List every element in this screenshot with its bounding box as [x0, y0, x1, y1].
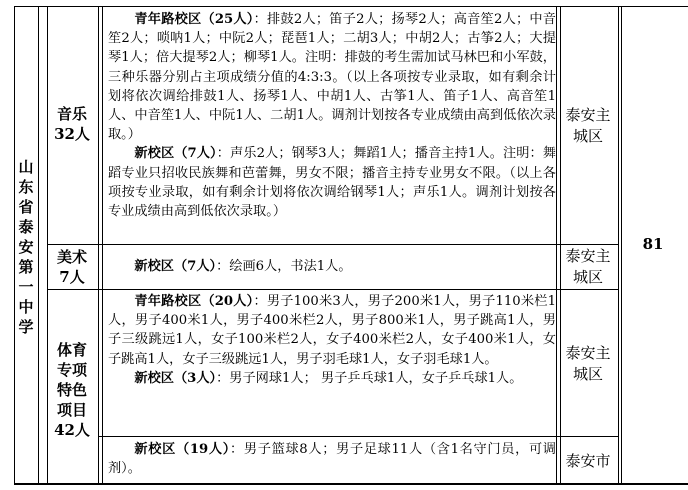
- sports-city-detail: [108, 440, 556, 478]
- category-art: 美术 7人: [56, 248, 87, 286]
- category-sports: 体育 专项 特色 项目 42人: [54, 341, 90, 439]
- detail-paragraph: [108, 10, 556, 144]
- campus-label: 青年路校区（20人）: [134, 294, 254, 309]
- location-sports: 泰安主 城区: [565, 344, 611, 383]
- detail-text: ：排鼓2人；笛子2人；扬琴2人；高音笙2人；中音笙2人；唢呐1人；中阮2人；琵琶1人；二胡3人；中胡2人；古筝2人；大提琴1人；倍大提琴2人；柳琴1人。注明：排鼓的考生需加试马林巴和小军鼓，三种乐器分别占主项成绩分值的4:3:3。（以上各项按专业录取，如有剩余计划将依次调给排鼓1人、扬琴1人、中胡1人、古筝1人、笛子1人、高音笙1人、中音笙1人、中阮1人、二胡1人。调剂计划按各专业成绩由高到低依次录取。）: [108, 12, 556, 143]
- detail-paragraph: [108, 292, 556, 369]
- column-divider: [38, 6, 39, 485]
- sports-detail: [108, 292, 556, 388]
- location-art: 泰安主 城区: [565, 247, 611, 286]
- row-divider: [47, 289, 618, 290]
- table-border-bottom: [14, 483, 688, 485]
- row-divider: [47, 244, 618, 245]
- location-sports-city: 泰安市: [565, 452, 611, 470]
- music-detail: [108, 10, 556, 221]
- detail-paragraph: [108, 440, 556, 478]
- detail-paragraph: [108, 257, 556, 276]
- campus-label: 青年路校区（25人）: [134, 12, 254, 27]
- campus-label: 新校区（7人）: [134, 146, 217, 162]
- category-music: 音乐 32人: [54, 105, 90, 143]
- school-code: 81: [642, 235, 664, 253]
- campus-label: 新校区（7人）: [134, 259, 217, 274]
- detail-paragraph: [108, 144, 556, 221]
- detail-paragraph: [108, 369, 556, 388]
- campus-label: 新校区（3人）: [134, 370, 217, 386]
- art-detail: [108, 257, 556, 276]
- column-divider: [98, 6, 99, 485]
- table-border-top: [14, 6, 688, 7]
- column-divider: [556, 6, 557, 485]
- detail-text: ：绘画6人，书法1人。: [216, 259, 352, 274]
- column-divider: [102, 6, 103, 485]
- detail-text: ：男子100米3人，男子200米1人，男子110米栏1人，男子400米1人，男子400米栏2人，男子800米1人，男子跳高1人，男子三级跳远1人，女子100米栏2人，女子400米栏2人，女子400米1人，女子跳高1人，女子三级跳远1人，男子羽毛球1人，女子羽毛球1人。: [108, 294, 556, 367]
- detail-text: ：声乐2人；钢琴3人；舞蹈1人；播音主持1人。注明：舞蹈专业只招收民族舞和芭蕾舞，男女不限；播音主持专业男女不限。（以上各项按专业录取，如有剩余计划将依次调给钢琴1人；声乐1人。调剂计划按各专业成绩由高到低依次录取。）: [108, 146, 556, 220]
- row-divider: [98, 436, 618, 437]
- detail-text: ：男子篮球8人；男子足球11人（含1名守门员，可调剂）。: [108, 442, 556, 477]
- location-music: 泰安主 城区: [565, 106, 611, 145]
- school-name: 山东省泰安第一中学: [16, 159, 35, 339]
- campus-label: 新校区（19人）: [134, 442, 230, 457]
- detail-text: ：男子网球1人； 男子乒乓球1人，女子乒乓球1人。: [216, 370, 523, 386]
